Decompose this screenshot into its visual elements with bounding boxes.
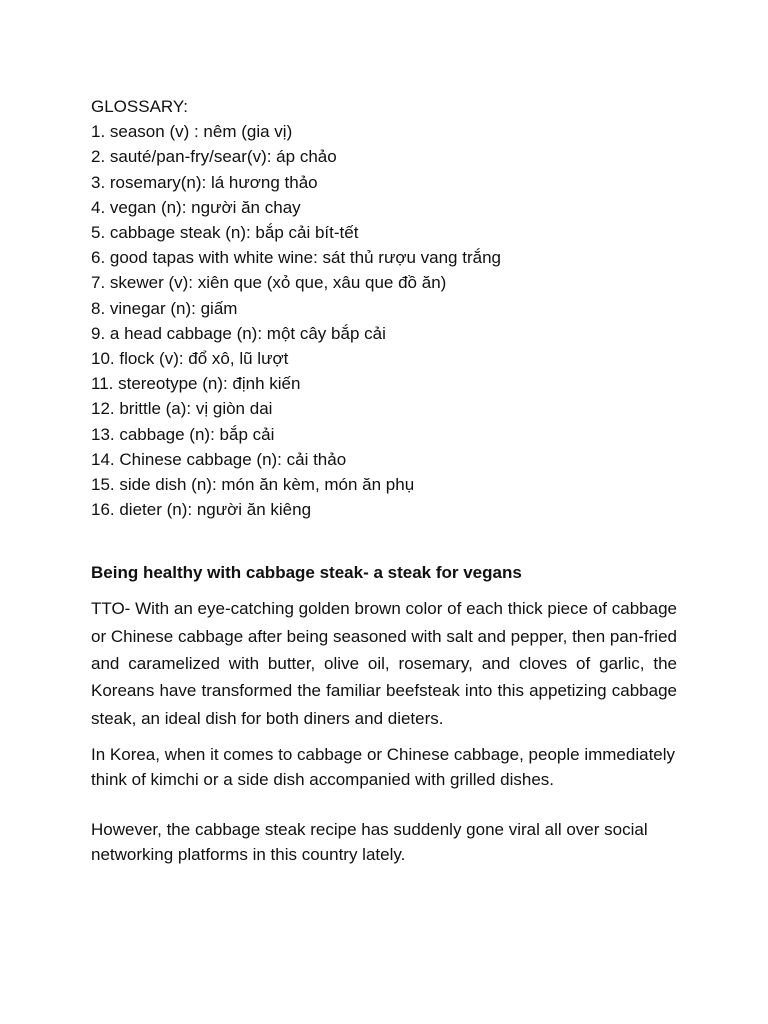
glossary-item: 3. rosemary(n): lá hương thảo — [91, 172, 318, 192]
glossary-item: 12. brittle (a): vị giòn dai — [91, 399, 273, 419]
document-content — [91, 94, 677, 868]
glossary-item: 15. side dish (n): món ăn kèm, món ăn phụ — [91, 475, 415, 495]
glossary-item: 1. season (v) : nêm (gia vị) — [91, 122, 293, 142]
glossary-section — [91, 94, 677, 522]
glossary-title: GLOSSARY: — [91, 97, 189, 116]
glossary-item: 6. good tapas with white wine: sát thủ rượu vang trắng — [91, 248, 501, 268]
article-paragraph: However, the cabbage steak recipe has suddenly gone viral all over social networking platforms in this country lately. — [91, 819, 648, 865]
article-title: Being healthy with cabbage steak- a steak for vegans — [91, 563, 522, 583]
glossary-item: 16. dieter (n): người ăn kiêng — [91, 500, 312, 520]
glossary-item: 2. sauté/pan-fry/sear(v): áp chảo — [91, 147, 337, 167]
glossary-item: 5. cabbage steak (n): bắp cải bít-tết — [91, 223, 359, 243]
glossary-item: 9. a head cabbage (n): một cây bắp cải — [91, 323, 386, 343]
glossary-item: 11. stereotype (n): định kiến — [91, 374, 301, 394]
glossary-item: 7. skewer (v): xiên que (xỏ que, xâu que đồ ăn) — [91, 273, 447, 293]
glossary-item: 14. Chinese cabbage (n): cải thảo — [91, 449, 347, 469]
glossary-item: 13. cabbage (n): bắp cải — [91, 424, 275, 444]
article-paragraph: In Korea, when it comes to cabbage or Chinese cabbage, people immediately think of kimchi or a side dish accompanied with grilled dishes. — [91, 744, 676, 790]
article-section — [91, 560, 677, 867]
glossary-item: 8. vinegar (n): giấm — [91, 298, 238, 318]
glossary-item: 10. flock (v): đổ xô, lũ lượt — [91, 349, 289, 369]
article-paragraph: TTO- With an eye-catching golden brown color of each thick piece of cabbage or Chinese cabbage after being seasoned with salt and pepper, then pan-fried and caramelized with butter, olive oil, rosemary, and cloves of garlic, the Koreans have transformed the familiar beefsteak into this appetizing cabbage steak, an ideal dish for both diners and dieters. — [91, 599, 677, 728]
glossary-item: 4. vegan (n): người ăn chay — [91, 197, 301, 217]
